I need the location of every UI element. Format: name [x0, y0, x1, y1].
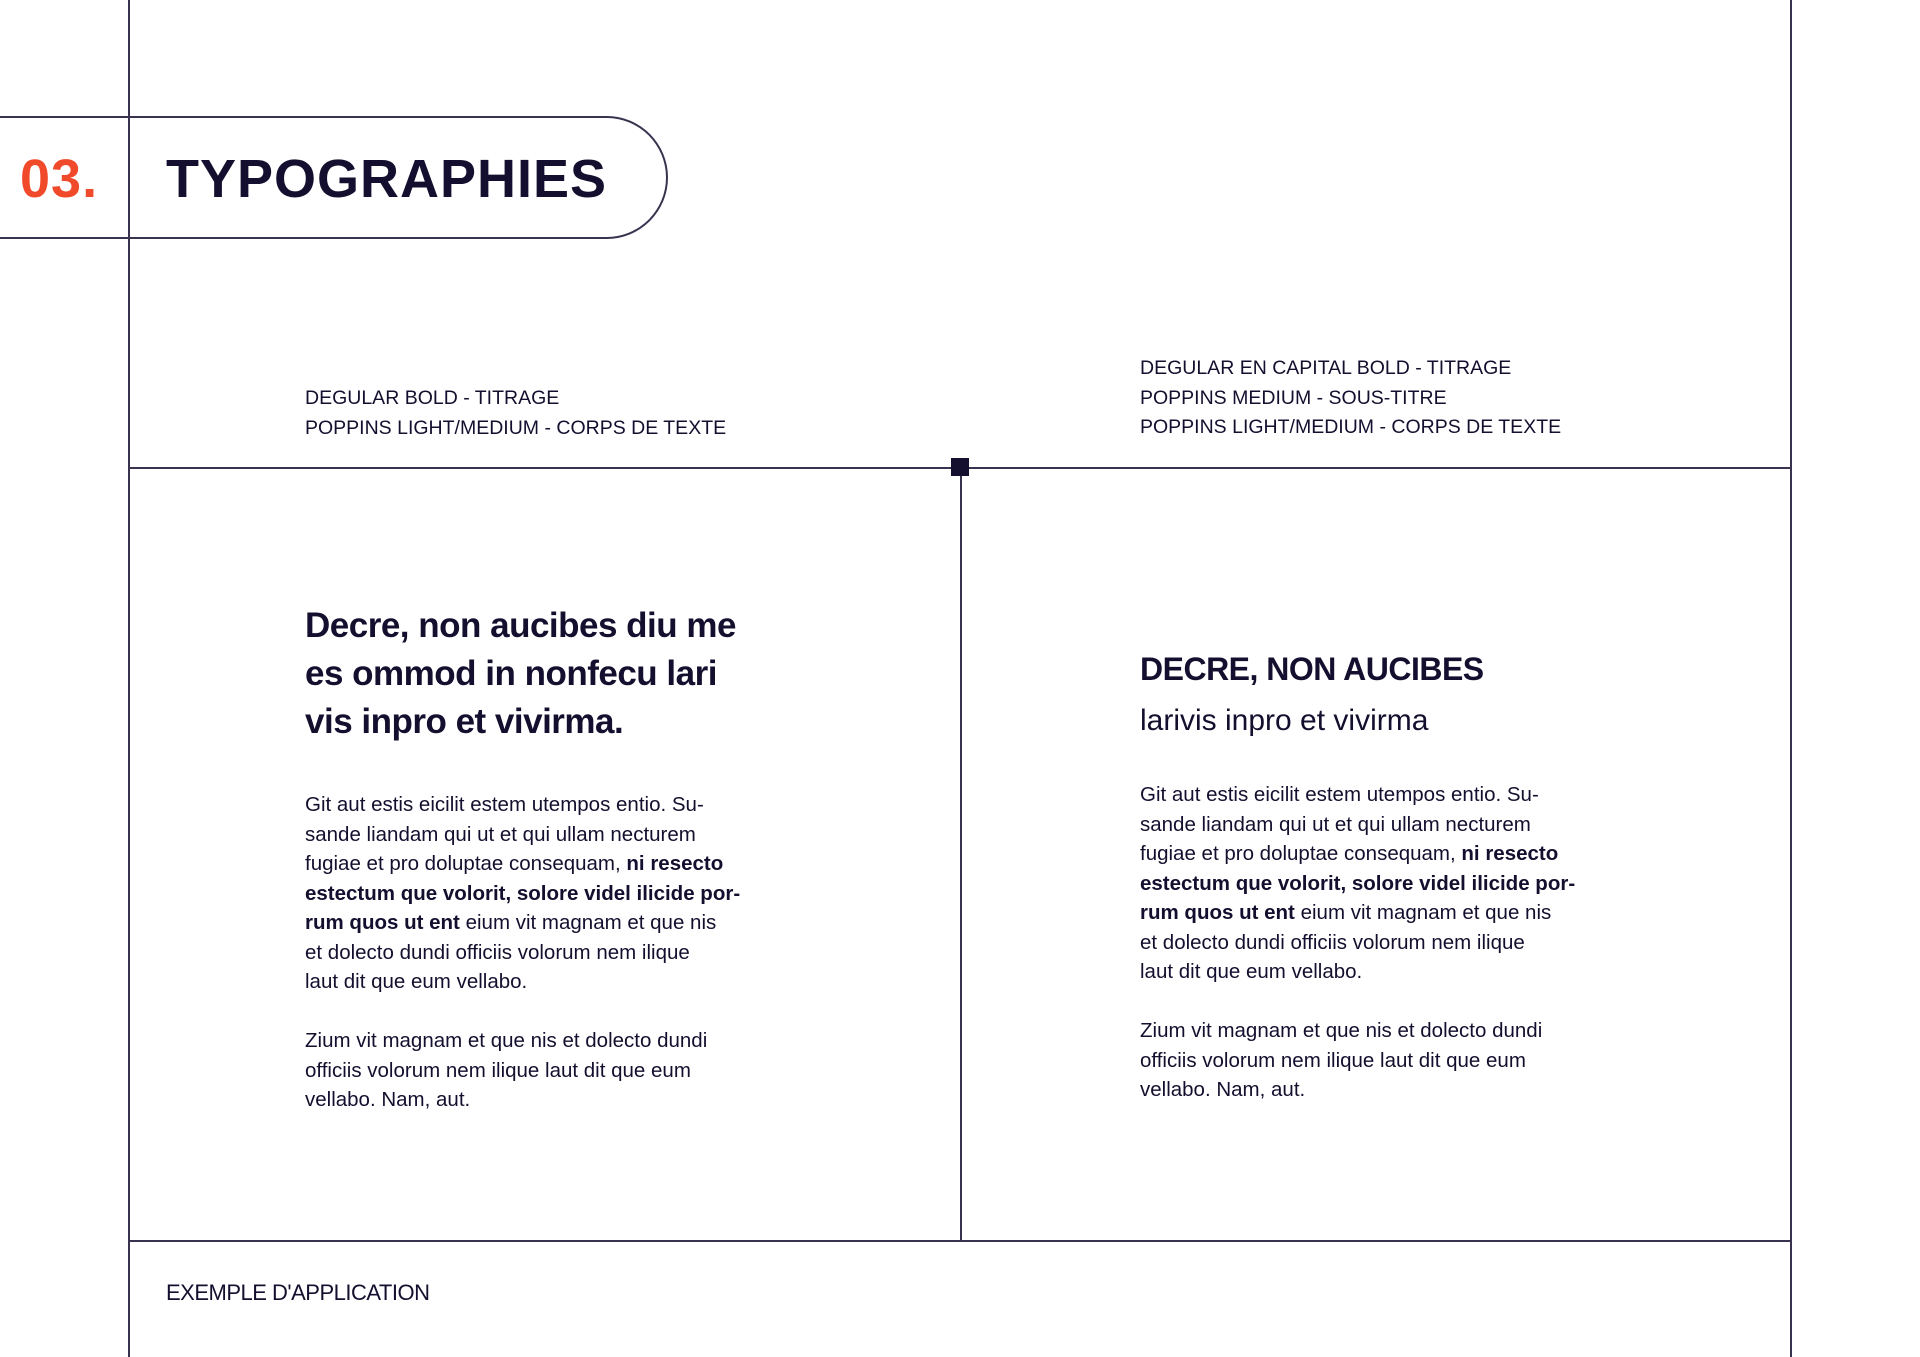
spec-line: POPPINS LIGHT/MEDIUM - CORPS DE TEXTE: [1140, 416, 1562, 438]
body-line: officiis volorum nem ilique laut dit que eum: [1140, 1048, 1526, 1072]
sample-heading: [305, 602, 805, 746]
body-line: [1140, 839, 1640, 869]
left-typography-sample: [305, 602, 805, 1115]
heading-line: es ommod in nonfecu lari: [305, 654, 717, 693]
body-line: [1140, 869, 1640, 899]
body-line: sande liandam qui ut et qui ullam necturem: [305, 822, 696, 846]
header-bottom-rule: [0, 237, 130, 239]
body-bold-run: rum quos ut ent: [1140, 901, 1295, 924]
header-top-rule: [0, 116, 130, 118]
body-line: [305, 849, 805, 879]
body-paragraph: [305, 1026, 805, 1115]
body-line: [305, 908, 805, 938]
body-text-run: fugiae et pro doluptae consequam,: [305, 852, 627, 875]
footer-label: EXEMPLE D'APPLICATION: [166, 1280, 430, 1305]
section-title: TYPOGRAPHIES: [166, 149, 608, 209]
left-font-spec: [305, 384, 726, 443]
body-line: vellabo. Nam, aut.: [305, 1088, 471, 1111]
body-line: sande liandam qui ut et qui ullam necturem: [1140, 812, 1531, 836]
right-typography-sample: [1140, 648, 1640, 1105]
body-bold-run: estectum que volorit, solore videl ilicide por-: [1140, 871, 1576, 895]
center-vertical-rule: [960, 467, 962, 1241]
body-line: officiis volorum nem ilique laut dit que eum: [305, 1058, 691, 1082]
body-line: Zium vit magnam et que nis et dolecto dundi: [1140, 1019, 1543, 1042]
body-line: [1140, 898, 1640, 928]
body-line: vellabo. Nam, aut.: [1140, 1078, 1306, 1101]
body-line: Zium vit magnam et que nis et dolecto dundi: [305, 1029, 708, 1052]
grid-node-square: [951, 458, 969, 476]
right-vertical-rule: [1790, 0, 1792, 1357]
section-number: 03.: [20, 149, 99, 209]
body-bold-run: rum quos ut ent: [305, 911, 460, 934]
right-font-spec: [1140, 354, 1561, 443]
body-bold-run: estectum que volorit, solore videl ilicide por-: [305, 881, 741, 905]
body-line: Git aut estis eicilit estem utempos entio. Su-: [305, 793, 704, 816]
body-line: laut dit que eum vellabo.: [305, 970, 528, 993]
body-text-run: eium vit magnam et que nis: [459, 911, 717, 934]
body-bold-run: ni resecto: [1461, 842, 1559, 865]
spec-line: POPPINS LIGHT/MEDIUM - CORPS DE TEXTE: [305, 416, 727, 439]
body-line: et dolecto dundi officiis volorum nem ilique: [305, 940, 690, 964]
body-paragraph: [1140, 780, 1640, 987]
body-line: Git aut estis eicilit estem utempos entio. Su-: [1140, 783, 1539, 806]
heading-line: vis inpro et vivirma.: [305, 702, 624, 741]
body-paragraph: [305, 790, 805, 997]
body-line: laut dit que eum vellabo.: [1140, 960, 1363, 983]
body-text-run: fugiae et pro doluptae consequam,: [1140, 842, 1462, 865]
body-bold-run: ni resecto: [626, 852, 724, 875]
heading-line: Decre, non aucibes diu me: [305, 606, 736, 645]
sample-heading: DECRE, NON AUCIBES: [1140, 651, 1484, 687]
body-paragraph: [1140, 1016, 1640, 1105]
sample-subtitle: larivis inpro et vivirma: [1140, 704, 1429, 737]
bottom-horizontal-rule: [128, 1240, 1792, 1242]
spec-line: POPPINS MEDIUM - SOUS-TITRE: [1140, 386, 1447, 409]
body-line: et dolecto dundi officiis volorum nem ilique: [1140, 930, 1525, 954]
body-text-run: eium vit magnam et que nis: [1294, 901, 1552, 924]
body-line: [305, 879, 805, 909]
spec-line: DEGULAR EN CAPITAL BOLD - TITRAGE: [1140, 357, 1512, 379]
spec-line: DEGULAR BOLD - TITRAGE: [305, 387, 560, 409]
